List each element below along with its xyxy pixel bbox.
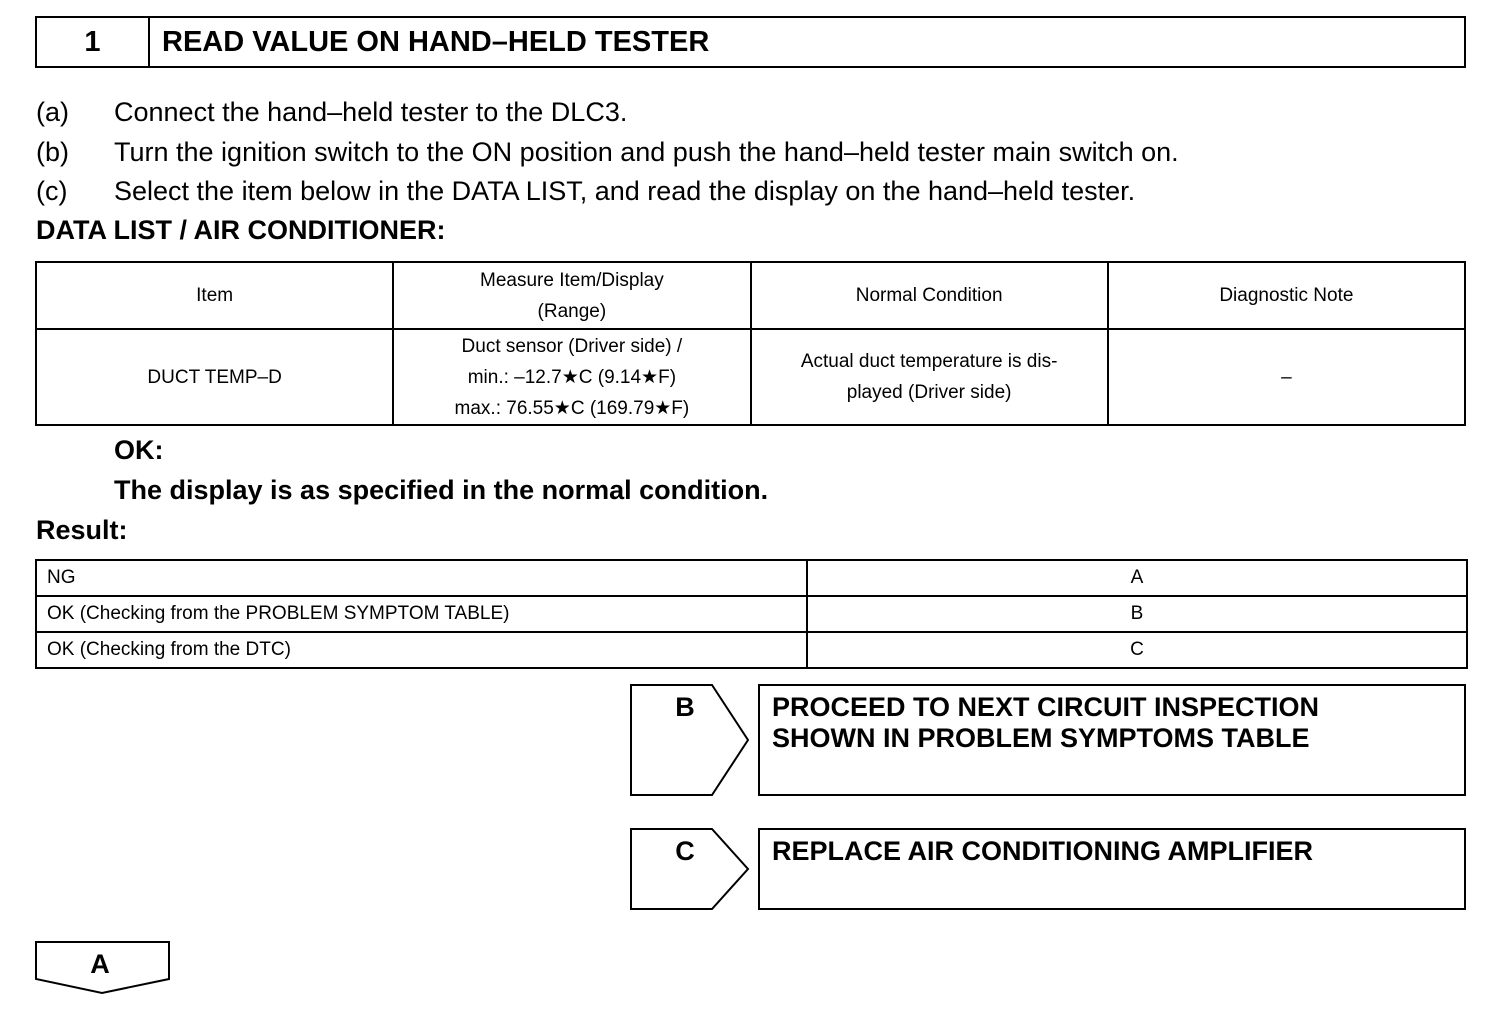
instruction-b: [36, 135, 1179, 169]
header-measure-line2: (Range): [537, 300, 607, 322]
instruction-text: Select the item below in the DATA LIST, and read the display on the hand–held tester.: [114, 176, 1136, 206]
ok-label: OK:: [114, 435, 164, 465]
cell-normal-line1: Actual duct temperature is dis-: [800, 351, 1058, 372]
header-item: Item: [36, 262, 393, 329]
result-code: B: [807, 596, 1467, 632]
result-condition: OK (Checking from the DTC): [36, 632, 807, 668]
step-header: [35, 16, 1466, 68]
cell-note: –: [1108, 329, 1465, 425]
ok-text: The display is as specified in the normal condition.: [114, 475, 769, 505]
table-row: [36, 596, 1467, 632]
step-title: READ VALUE ON HAND–HELD TESTER: [162, 25, 710, 58]
branch-b-line2: SHOWN IN PROBLEM SYMPTOMS TABLE: [772, 723, 1310, 753]
header-note: Diagnostic Note: [1108, 262, 1465, 329]
branch-c-line1: REPLACE AIR CONDITIONING AMPLIFIER: [772, 836, 1314, 866]
table-row: [36, 560, 1467, 596]
branch-letter-a: A: [90, 949, 110, 979]
branch-c: [630, 828, 1468, 912]
header-measure-line1: Measure Item/Display: [480, 269, 664, 291]
instruction-label: (a): [36, 97, 69, 127]
data-list-table: [35, 261, 1466, 426]
instruction-c: [36, 174, 1135, 208]
instruction-a: [36, 95, 627, 129]
cell-measure: [393, 329, 750, 425]
instruction-text: Turn the ignition switch to the ON position and push the hand–held tester main switch on.: [114, 137, 1179, 167]
cell-item: DUCT TEMP–D: [36, 329, 393, 425]
result-code: A: [807, 560, 1467, 596]
branch-action-b: [758, 684, 1466, 796]
table-row: [36, 632, 1467, 668]
table-header-row: [36, 262, 1465, 329]
cell-measure-line2: min.: –12.7★C (9.14★F): [467, 366, 677, 388]
branch-b: [630, 684, 1468, 798]
header-normal: Normal Condition: [751, 262, 1108, 329]
cell-normal-line2: played (Driver side): [846, 382, 1012, 403]
branch-action-c: [758, 828, 1466, 910]
branch-letter-c: C: [675, 836, 695, 866]
branch-a: [35, 941, 172, 995]
branch-b-line1: PROCEED TO NEXT CIRCUIT INSPECTION: [772, 692, 1320, 722]
instruction-text: Connect the hand–held tester to the DLC3.: [114, 97, 628, 127]
result-table: [35, 559, 1468, 669]
step-number: 1: [37, 18, 150, 66]
cell-measure-line1: Duct sensor (Driver side) /: [461, 335, 683, 357]
result-condition: OK (Checking from the PROBLEM SYMPTOM TABLE): [36, 596, 807, 632]
cell-normal: [751, 329, 1108, 425]
instruction-label: (b): [36, 137, 69, 167]
result-code: C: [807, 632, 1467, 668]
instruction-label: (c): [36, 176, 68, 206]
data-list-heading: DATA LIST / AIR CONDITIONER:: [36, 215, 446, 245]
result-condition: NG: [36, 560, 807, 596]
branch-letter-b: B: [675, 692, 695, 722]
header-measure: [393, 262, 750, 329]
result-heading: Result:: [36, 515, 128, 545]
table-row: [36, 329, 1465, 425]
cell-measure-line3: max.: 76.55★C (169.79★F): [454, 397, 690, 419]
